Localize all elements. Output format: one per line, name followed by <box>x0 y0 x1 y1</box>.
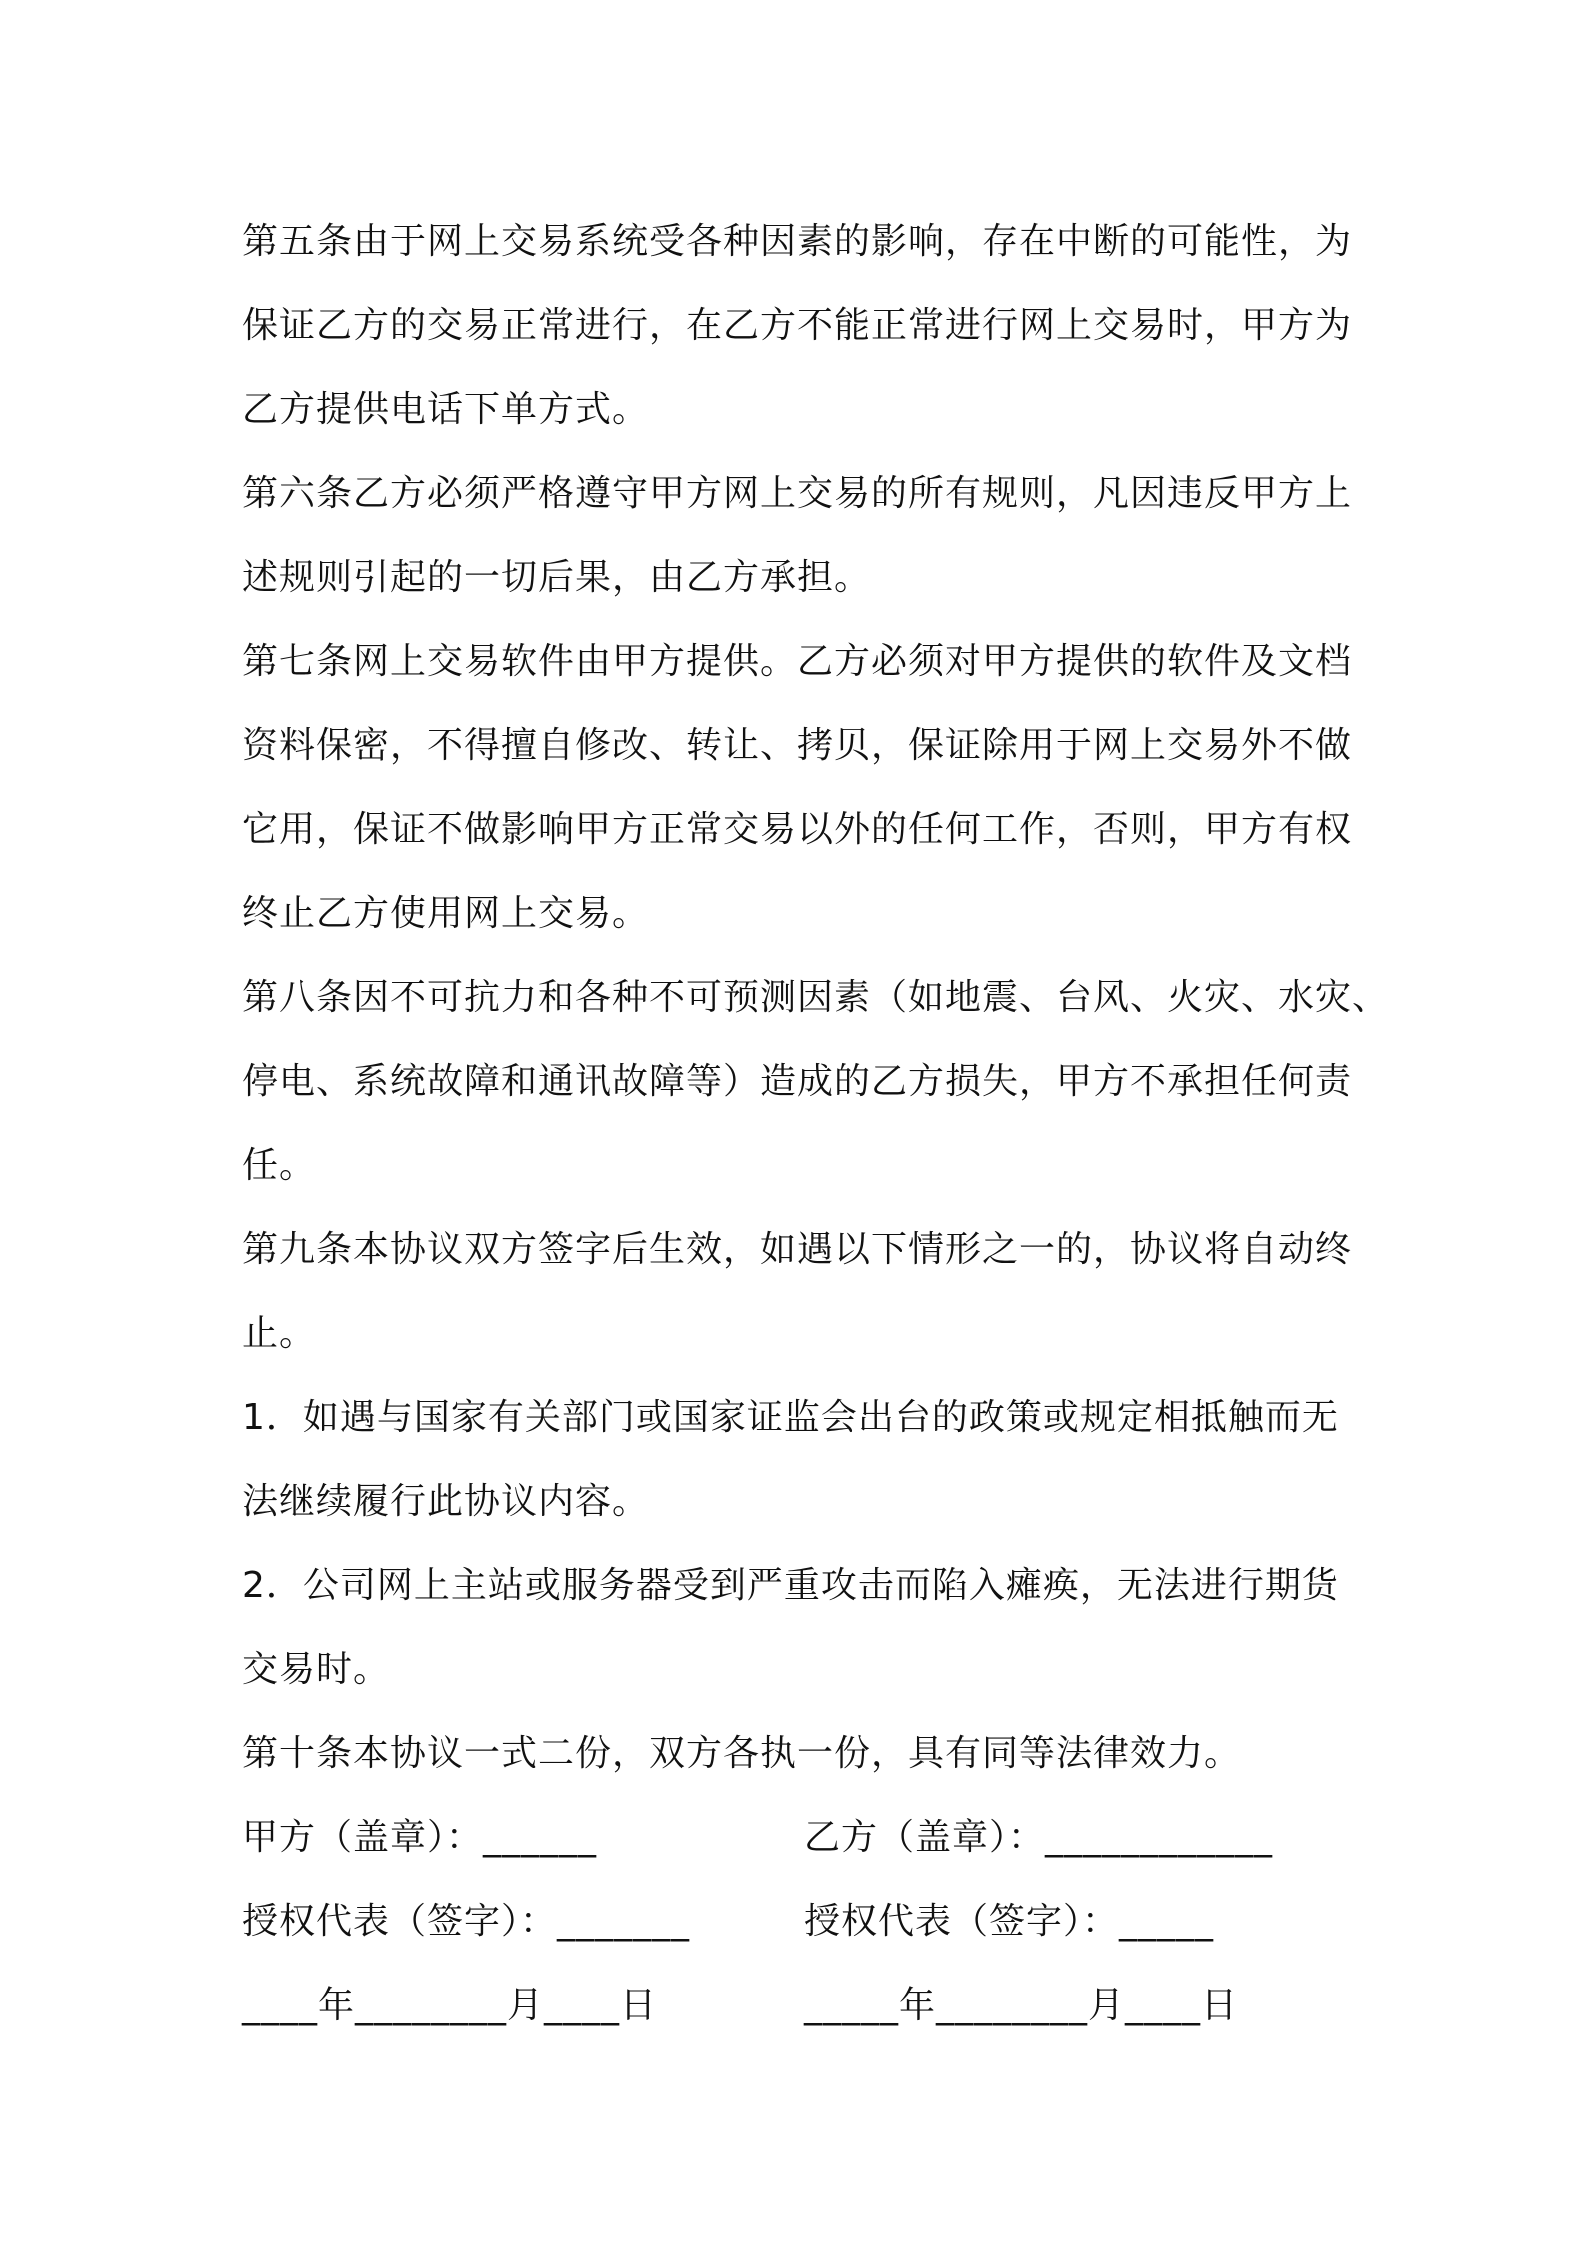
article-line: 任。 <box>242 1145 317 1186</box>
party-a-seal-field: 甲方（盖章）：______ <box>242 1817 598 1858</box>
article-line: 交易时。 <box>242 1649 391 1690</box>
date-row <box>242 1964 1362 2048</box>
article-line: 它用，保证不做影响甲方正常交易以外的任何工作，否则，甲方有权 <box>242 809 1353 850</box>
article-line: 保证乙方的交易正常进行，在乙方不能正常进行网上交易时，甲方为 <box>242 305 1353 346</box>
article-line: 资料保密，不得擅自修改、转让、拷贝，保证除用于网上交易外不做 <box>242 725 1353 766</box>
article-line: 终止乙方使用网上交易。 <box>242 893 650 934</box>
clause-2 <box>242 1544 1362 1712</box>
article-line: 第八条因不可抗力和各种不可预测因素（如地震、台风、火灾、水灾、 <box>242 977 1390 1018</box>
seal-row <box>242 1796 1362 1880</box>
article-line: 2．公司网上主站或服务器受到严重攻击而陷入瘫痪，无法进行期货 <box>242 1565 1339 1606</box>
article-line: 第六条乙方必须严格遵守甲方网上交易的所有规则，凡因违反甲方上 <box>242 473 1353 514</box>
clause-1 <box>242 1376 1362 1544</box>
article-line: 法继续履行此协议内容。 <box>242 1481 650 1522</box>
article-6 <box>242 452 1362 620</box>
article-line: 1．如遇与国家有关部门或国家证监会出台的政策或规定相抵触而无 <box>242 1397 1339 1438</box>
representative-row <box>242 1880 1362 1964</box>
party-a-representative-field: 授权代表（签字）：_______ <box>242 1901 691 1942</box>
article-5 <box>242 200 1362 452</box>
article-line: 第九条本协议双方签字后生效，如遇以下情形之一的，协议将自动终 <box>242 1229 1353 1270</box>
article-line: 止。 <box>242 1313 317 1354</box>
article-line: 述规则引起的一切后果，由乙方承担。 <box>242 557 872 598</box>
signature-block <box>242 1796 1362 2048</box>
article-10 <box>242 1712 1362 1796</box>
party-b-representative-field: 授权代表（签字）：_____ <box>804 1901 1215 1942</box>
article-line: 第十条本协议一式二份，双方各执一份，具有同等法律效力。 <box>242 1733 1242 1774</box>
article-line: 停电、系统故障和通讯故障等）造成的乙方损失，甲方不承担任何责 <box>242 1061 1353 1102</box>
party-a-date-field: ____年________月____日 <box>242 1985 657 2026</box>
article-line: 第五条由于网上交易系统受各种因素的影响，存在中断的可能性，为 <box>242 221 1353 262</box>
article-line: 第七条网上交易软件由甲方提供。乙方必须对甲方提供的软件及文档 <box>242 641 1353 682</box>
article-8 <box>242 956 1390 1208</box>
party-b-seal-field: 乙方（盖章）：____________ <box>804 1817 1274 1858</box>
article-line: 乙方提供电话下单方式。 <box>242 389 650 430</box>
article-9 <box>242 1208 1362 1376</box>
article-7 <box>242 620 1362 956</box>
party-b-date-field: _____年________月____日 <box>804 1985 1238 2026</box>
contract-page <box>242 200 1390 2048</box>
